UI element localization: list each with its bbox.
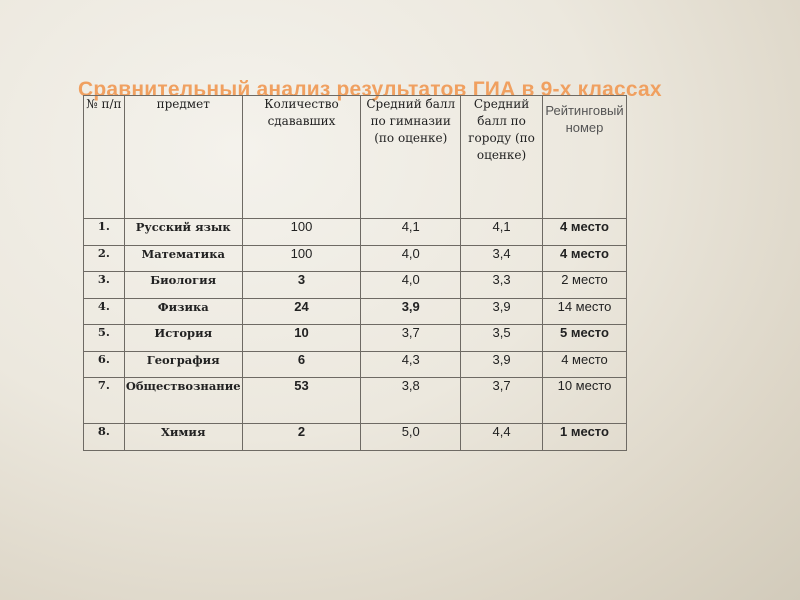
row-school-avg: 4,3 — [361, 351, 461, 378]
row-subject: История — [124, 325, 242, 352]
row-count: 2 — [242, 424, 361, 451]
row-num: 6. — [84, 351, 125, 378]
header-school-avg: Средний балл по гимназии (по оценке) — [361, 96, 461, 219]
row-school-avg: 4,0 — [361, 245, 461, 272]
row-subject: Химия — [124, 424, 242, 451]
row-school-avg: 4,1 — [361, 219, 461, 246]
row-city-avg: 3,4 — [461, 245, 543, 272]
table-row — [84, 272, 627, 299]
row-city-avg: 3,9 — [461, 298, 543, 325]
row-num: 1. — [84, 219, 125, 246]
table-row — [84, 245, 627, 272]
row-subject: Обществознание — [124, 378, 242, 424]
row-rating: 10 место — [542, 378, 626, 424]
row-city-avg: 4,4 — [461, 424, 543, 451]
row-subject: Русский язык — [124, 219, 242, 246]
header-subject: предмет — [124, 96, 242, 219]
row-school-avg: 3,7 — [361, 325, 461, 352]
row-school-avg: 3,9 — [361, 298, 461, 325]
header-num: № п/п — [84, 96, 125, 219]
row-num: 7. — [84, 378, 125, 424]
row-city-avg: 3,9 — [461, 351, 543, 378]
row-rating: 2 место — [542, 272, 626, 299]
row-subject: Биология — [124, 272, 242, 299]
row-num: 5. — [84, 325, 125, 352]
header-count: Количество сдававших — [242, 96, 361, 219]
row-count: 3 — [242, 272, 361, 299]
row-rating: 4 место — [542, 351, 626, 378]
row-rating: 14 место — [542, 298, 626, 325]
row-city-avg: 4,1 — [461, 219, 543, 246]
row-count: 100 — [242, 245, 361, 272]
row-city-avg: 3,7 — [461, 378, 543, 424]
table-row — [84, 378, 627, 424]
table-header-row — [84, 96, 627, 219]
row-school-avg: 3,8 — [361, 378, 461, 424]
table-row — [84, 298, 627, 325]
table-row — [84, 351, 627, 378]
row-count: 100 — [242, 219, 361, 246]
row-subject: Математика — [124, 245, 242, 272]
row-num: 3. — [84, 272, 125, 299]
row-rating: 4 место — [542, 245, 626, 272]
header-rating: Рейтинговый номер — [542, 96, 626, 219]
row-city-avg: 3,5 — [461, 325, 543, 352]
table-row — [84, 325, 627, 352]
row-count: 6 — [242, 351, 361, 378]
row-school-avg: 4,0 — [361, 272, 461, 299]
table-row — [84, 424, 627, 451]
table-row — [84, 219, 627, 246]
slide-title: Сравнительный анализ результатов ГИА в 9-х классах — [78, 78, 662, 101]
row-count: 10 — [242, 325, 361, 352]
header-city-avg: Средний балл по городу (по оценке) — [461, 96, 543, 219]
row-count: 24 — [242, 298, 361, 325]
row-subject: География — [124, 351, 242, 378]
row-school-avg: 5,0 — [361, 424, 461, 451]
row-num: 2. — [84, 245, 125, 272]
row-city-avg: 3,3 — [461, 272, 543, 299]
row-rating: 4 место — [542, 219, 626, 246]
row-num: 4. — [84, 298, 125, 325]
row-subject: Физика — [124, 298, 242, 325]
row-rating: 1 место — [542, 424, 626, 451]
row-num: 8. — [84, 424, 125, 451]
results-table — [83, 95, 627, 451]
row-rating: 5 место — [542, 325, 626, 352]
row-count: 53 — [242, 378, 361, 424]
